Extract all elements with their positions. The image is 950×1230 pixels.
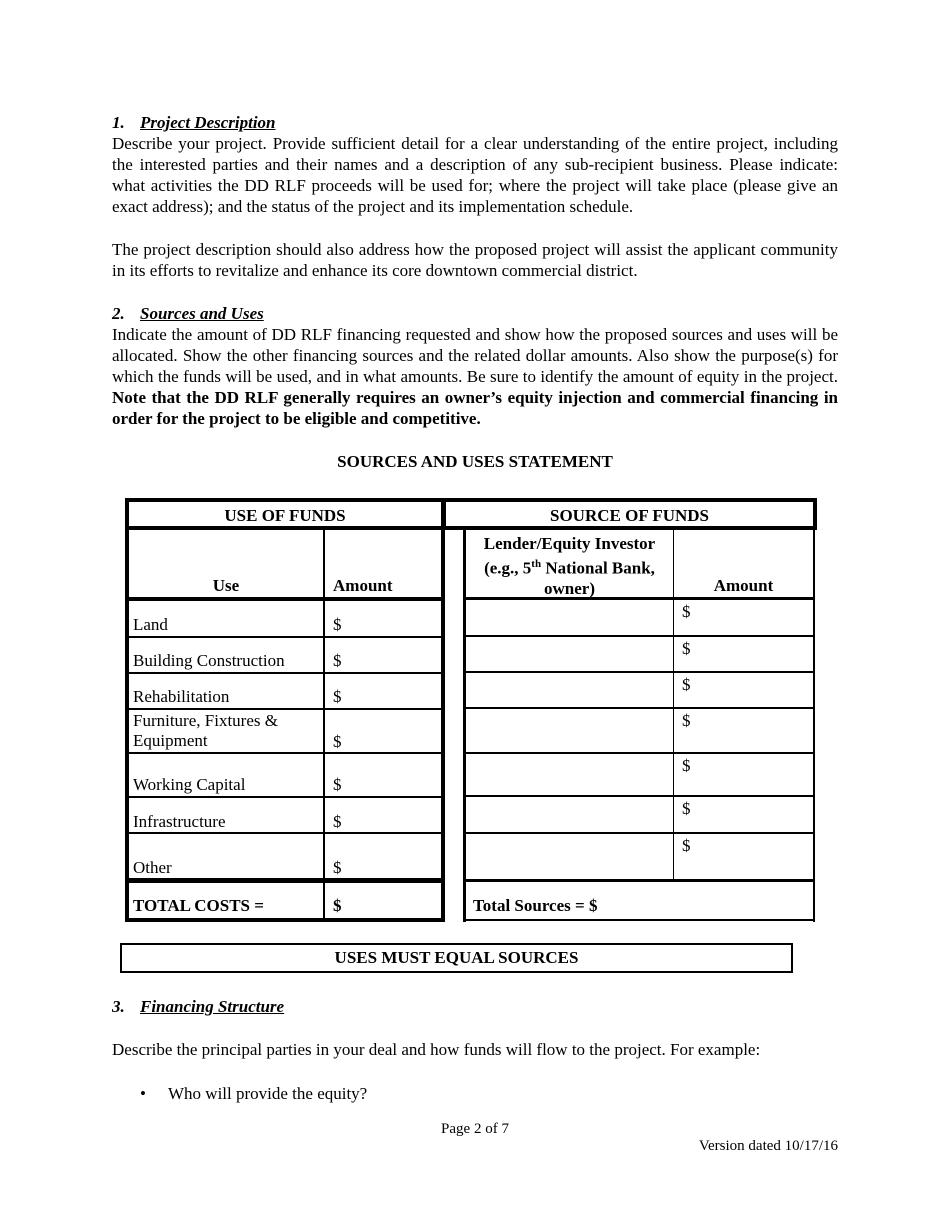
section-1-paragraph-1: Describe your project. Provide sufficient detail for a clear understanding of the entire project, including the interested parties and their names and a description of any sub-recipient business. Please indicate: what activities the DD RLF proceeds will be used for; where the project will take place (please give an exact address); and the status of the project and its implementation schedule. bbox=[112, 134, 838, 216]
total-costs-amount: $ bbox=[333, 896, 342, 915]
section-1-heading bbox=[112, 112, 838, 133]
bullet-icon: • bbox=[140, 1084, 146, 1103]
total-costs-label: TOTAL COSTS = bbox=[133, 896, 264, 915]
source-of-funds-header: SOURCE OF FUNDS bbox=[550, 506, 709, 525]
use-amount-furniture: $ bbox=[333, 732, 342, 751]
source-amount-1: $ bbox=[682, 602, 691, 621]
section-2-paragraph bbox=[112, 324, 838, 429]
use-amount-other: $ bbox=[333, 858, 342, 877]
source-amount-5: $ bbox=[682, 756, 691, 775]
bullet-item bbox=[140, 1083, 367, 1104]
amount-column-header: Amount bbox=[333, 576, 393, 595]
use-row-other: Other bbox=[133, 858, 172, 877]
page-number: Page 2 of 7 bbox=[441, 1121, 509, 1137]
section-3-title: Financing Structure bbox=[140, 997, 285, 1016]
section-2-text: Indicate the amount of DD RLF financing requested and show how the proposed sources and uses will be allocated. Show the other financing sources and the related dollar amounts. Also show the purpose(s) for which the funds will be used, and in what amounts. Be sure to identify the amount of equity in the project. bbox=[112, 325, 838, 386]
section-1-number: 1. bbox=[112, 113, 125, 132]
version-date: Version dated 10/17/16 bbox=[698, 1138, 838, 1154]
use-of-funds-header: USE OF FUNDS bbox=[224, 506, 346, 525]
use-row-furniture: Furniture, Fixtures & Equipment bbox=[133, 711, 278, 750]
use-row-building-construction: Building Construction bbox=[133, 651, 285, 670]
page-body bbox=[112, 112, 838, 472]
section-1-paragraph-2: The project description should also address how the proposed project will assist the applicant community in its efforts to revitalize and enhance its core downtown commercial district. bbox=[112, 240, 838, 280]
use-row-infrastructure: Infrastructure bbox=[133, 812, 226, 831]
statement-title: SOURCES AND USES STATEMENT bbox=[337, 452, 613, 471]
use-row-land: Land bbox=[133, 615, 168, 634]
source-amount-7: $ bbox=[682, 836, 691, 855]
total-sources-label: Total Sources = $ bbox=[473, 896, 598, 915]
sources-uses-table bbox=[125, 498, 817, 922]
source-amount-2: $ bbox=[682, 639, 691, 658]
source-amount-4: $ bbox=[682, 711, 691, 730]
section-2-note: Note that the DD RLF generally requires an owner’s equity injection and commercial financing in order for the project to be eligible and competitive. bbox=[112, 388, 838, 428]
use-amount-rehab: $ bbox=[333, 687, 342, 706]
bullet-text: Who will provide the equity? bbox=[168, 1084, 368, 1103]
section-3 bbox=[112, 996, 838, 1060]
use-row-rehabilitation: Rehabilitation bbox=[133, 687, 230, 706]
uses-must-equal-sources: USES MUST EQUAL SOURCES bbox=[120, 943, 793, 973]
use-amount-working-capital: $ bbox=[333, 775, 342, 794]
section-2-title: Sources and Uses bbox=[140, 304, 264, 323]
source-amount-column-header: Amount bbox=[713, 576, 774, 595]
use-amount-land: $ bbox=[333, 615, 342, 634]
section-1-title: Project Description bbox=[140, 113, 276, 132]
section-2-heading bbox=[112, 303, 838, 324]
section-3-number: 3. bbox=[112, 997, 125, 1016]
section-3-heading bbox=[112, 996, 838, 1017]
use-column-header: Use bbox=[212, 576, 240, 595]
section-3-paragraph: Describe the principal parties in your deal and how funds will flow to the project. For example: bbox=[112, 1040, 761, 1059]
use-amount-building: $ bbox=[333, 651, 342, 670]
use-row-working-capital: Working Capital bbox=[133, 775, 246, 794]
source-amount-6: $ bbox=[682, 799, 691, 818]
lender-column-header: Lender/Equity Investor (e.g., 5th National Bank, owner) bbox=[483, 534, 656, 598]
section-2-number: 2. bbox=[112, 304, 125, 323]
source-amount-3: $ bbox=[682, 675, 691, 694]
use-amount-infrastructure: $ bbox=[333, 812, 342, 831]
